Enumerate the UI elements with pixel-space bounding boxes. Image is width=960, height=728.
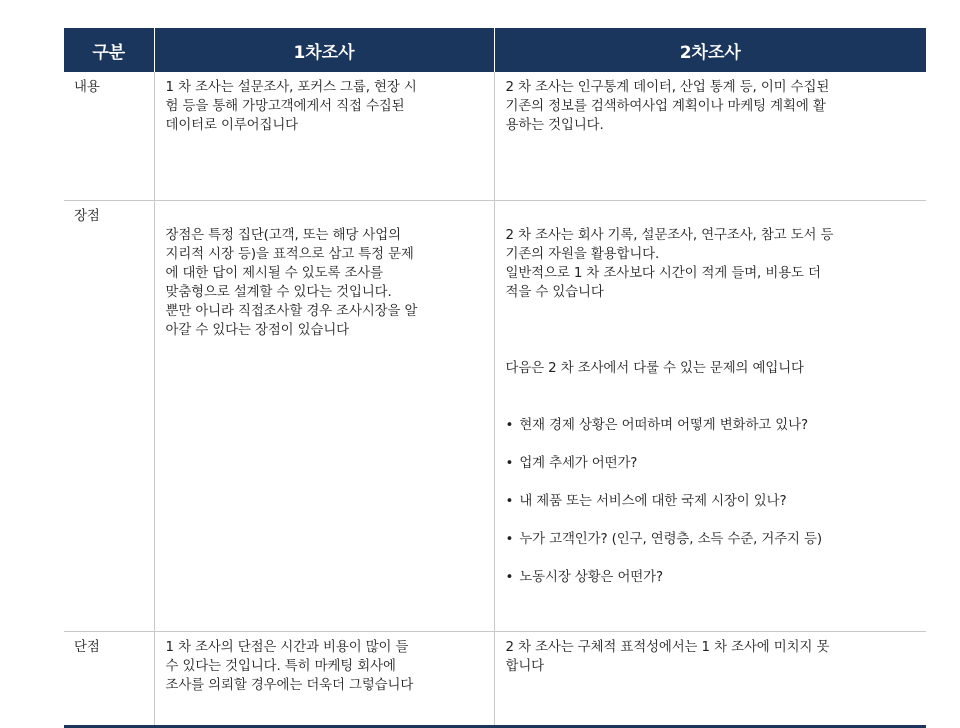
list-item: • 노동시장 상황은 어떤가?	[506, 568, 917, 587]
header-second-survey: 2차조사	[494, 28, 926, 72]
list-item: • 업계 추세가 어떤가?	[506, 454, 917, 473]
list-item: • 누가 고객인가? (인구, 연령층, 소득 수준, 거주지 등)	[506, 530, 917, 549]
row-content	[64, 72, 926, 201]
paragraph-gap	[506, 321, 917, 340]
header-first-survey: 1차조사	[154, 28, 494, 72]
cell-demerit-first: 1 차 조사의 단점은 시간과 비용이 많이 들 수 있다는 것입니다. 특히 마케팅 회사에 조사를 의뢰할 경우에는 더욱더 그렇습니다	[154, 632, 494, 727]
cell-merit-first: 장점은 특정 집단(고객, 또는 해당 사업의 지리적 시장 등)을 표적으로 삼고 특정 문제 에 대한 답이 제시될 수 있도록 조사를 맞춤형으로 설계할 수 있다는 것입니다. 뿐만 아니라 직접조사할 경우 조사시장을 알 아갈 수 있다는 장점이 있습니다	[154, 201, 494, 632]
merit-second-examples-list	[506, 397, 917, 606]
cell-content-first: 1 차 조사는 설문조사, 포커스 그룹, 현장 시 험 등을 통해 가망고객에게서 직접 수집된 데이터로 이루어집니다	[154, 72, 494, 201]
cell-content-second: 2 차 조사는 인구통계 데이터, 산업 통계 등, 이미 수집된 기존의 정보를 검색하여사업 계획이나 마케팅 계획에 활 용하는 것입니다.	[494, 72, 926, 201]
row-label-content: 내용	[64, 72, 154, 201]
merit-second-intro: 2 차 조사는 회사 기록, 설문조사, 연구조사, 참고 도서 등 기존의 자원을 활용합니다. 일반적으로 1 차 조사보다 시간이 적게 들며, 비용도 더 적을 수 있습니다	[505, 228, 834, 300]
row-demerit	[64, 632, 926, 727]
list-item: • 현재 경제 상황은 어떠하며 어떻게 변화하고 있나?	[506, 416, 917, 435]
row-label-merit: 장점	[64, 201, 154, 632]
header-category: 구분	[64, 28, 154, 72]
cell-demerit-second: 2 차 조사는 구체적 표적성에서는 1 차 조사에 미치지 못 합니다	[494, 632, 926, 727]
merit-second-examples-title: 다음은 2 차 조사에서 다룰 수 있는 문제의 예입니다	[505, 361, 804, 376]
row-merit	[64, 201, 926, 632]
comparison-table	[64, 28, 926, 728]
list-item: • 내 제품 또는 서비스에 대한 국제 시장이 있나?	[506, 492, 917, 511]
header-row	[64, 28, 926, 72]
cell-merit-second	[494, 201, 926, 632]
row-label-demerit: 단점	[64, 632, 154, 727]
